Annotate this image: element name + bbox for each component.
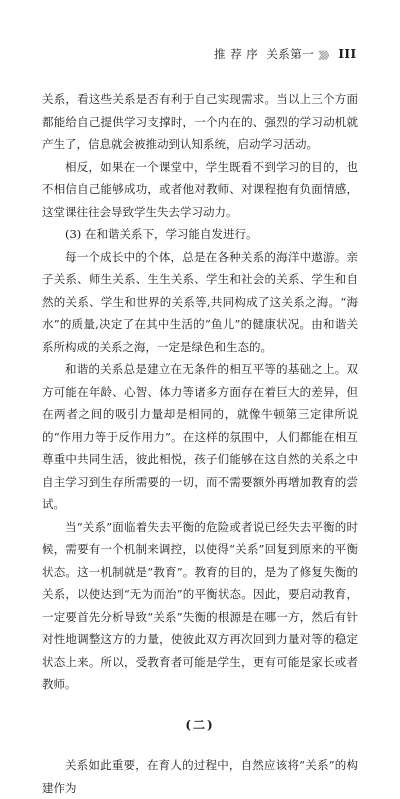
paragraph: 相反，如果在一个课堂中，学生既看不到学习的目的，也不相信自己能够成功，或者他对教师、对课程抱有负面情感，这堂课往往会导致学生失去学习动力。 xyxy=(42,159,358,219)
header-section-title: 推 荐 序 xyxy=(214,47,259,61)
paragraph: 和谐的关系总是建立在无条件的相互平等的基础之上。双方可能在年龄、心智、体力等诸多方面存在着巨大的差异，但在两者之间的吸引力量却是相同的，就像牛顿第三定律所说的“作用力等于反作用力”。在这样的氛围中，人们都能在相互尊重中共同生活，彼此相悦，孩子们能够在这自然的关系之中自主学习到生存所需要的一切，而不需要额外再增加教育的尝试。 xyxy=(42,362,358,511)
paragraph: 关系，看这些关系是否有利于自己实现需求。当以上三个方面都能给自己提供学习支撑时，一个内在的、强烈的学习动机就产生了，信息就会被推动到认知系统，启动学习活动。 xyxy=(42,92,358,151)
paragraph: 每一个成长中的个体，总是在各种关系的海洋中遨游。亲子关系、师生关系、生生关系、学生和社会的关系、学生和自然的关系、学生和世界的关系等,共同构成了这关系之海。“海水”的质量,决定了在其中生活的“鱼儿”的健康状况。由和谐关系所构成的关系之海，一定是绿色和生态的。 xyxy=(42,249,358,354)
paragraph-heading: (3) 在和谐关系下，学习能自发进行。 xyxy=(65,227,258,241)
section-marker: (二) xyxy=(185,717,215,732)
paragraph: 当“关系”面临着失去平衡的危险或者说已经失去平衡的时候，需要有一个机制来调控，以使得“关系”回复到原来的平衡状态。这一机制就是“教育”。教育的目的，是为了修复失衡的关系，以使达到“无为而治”的平衡状态。因此，要启动教育，一定要首先分析导致“关系”失衡的根源是在哪一方，然后有针对性地调整这方的力量，使彼此双方再次回到力量对等的稳定状态上来。所以，受教育者可能是学生，更有可能是家长或者教师。 xyxy=(42,519,358,691)
page-number: III xyxy=(338,47,357,61)
paragraph: 关系如此重要，在育人的过程中，自然应该将“关系”的构建作为 xyxy=(42,758,358,795)
header-arrows-icon: 》》》 xyxy=(318,50,333,62)
header-chapter-title: 关系第一 xyxy=(266,47,315,61)
body-text xyxy=(42,88,358,799)
running-header xyxy=(214,44,400,64)
